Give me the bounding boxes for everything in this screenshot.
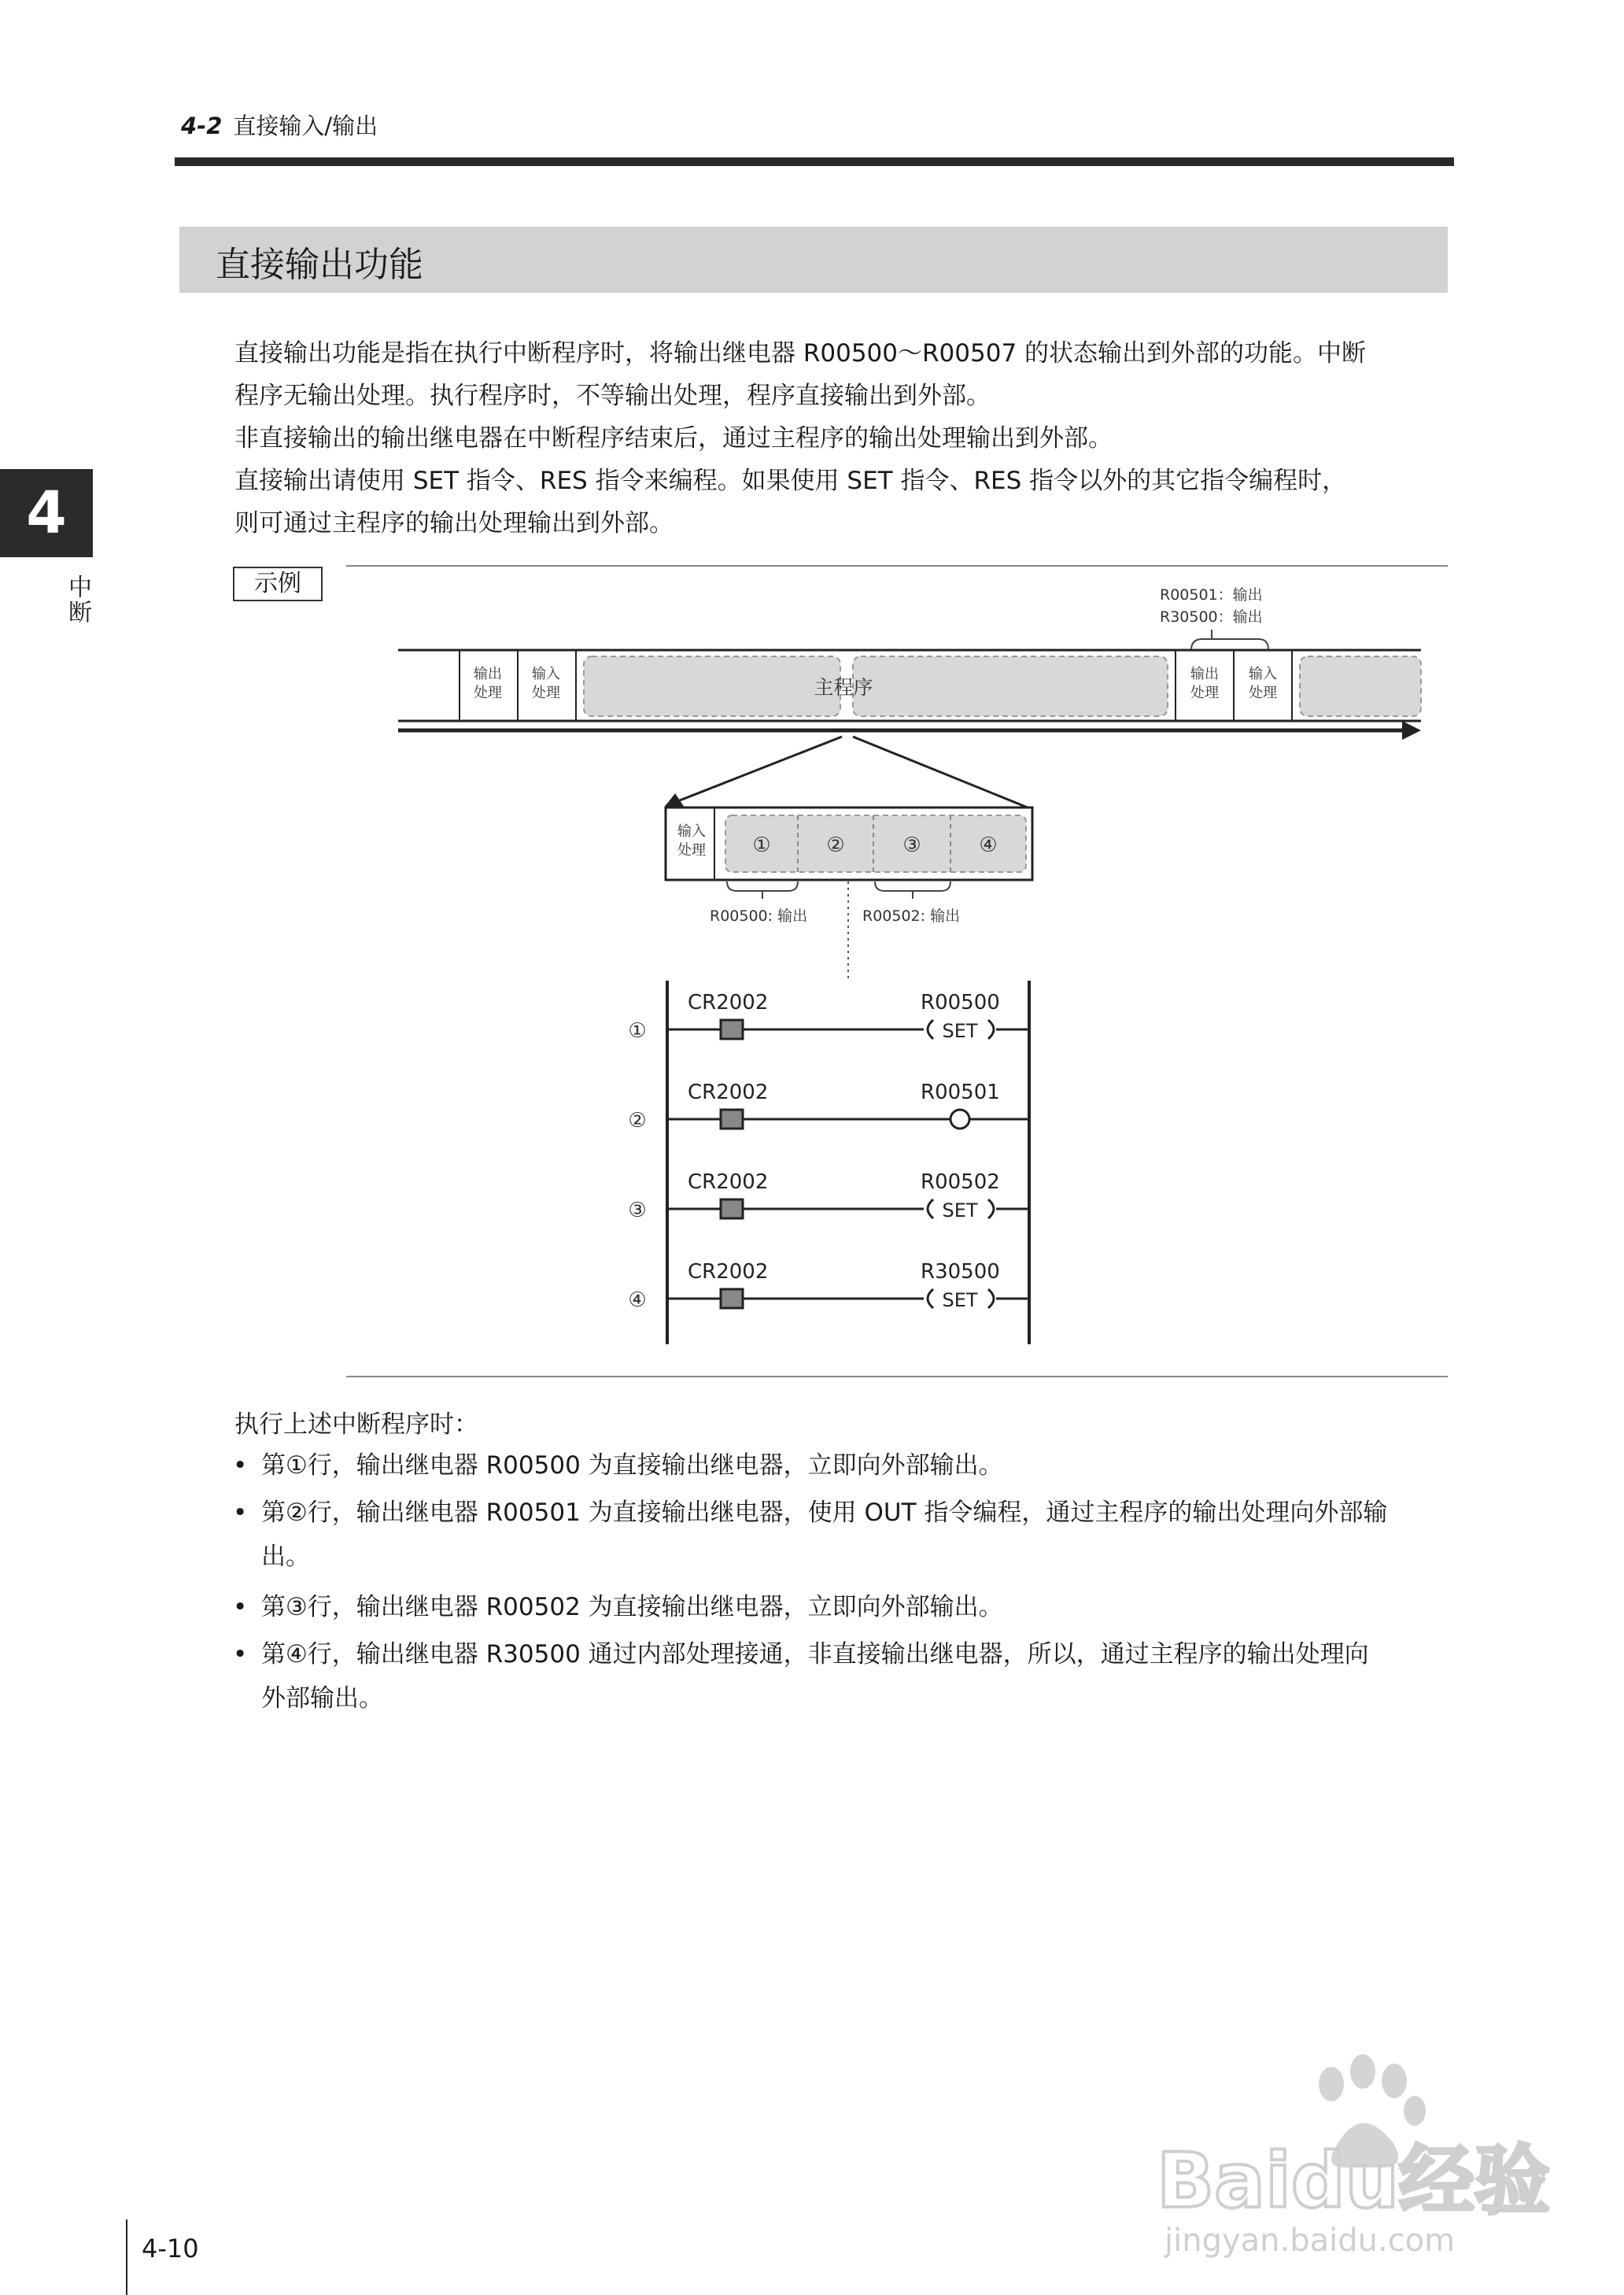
step-2: ②: [826, 833, 845, 857]
rung-2-contact-label: CR2002: [688, 1081, 769, 1104]
rung-1-contact-label: CR2002: [688, 991, 769, 1014]
bullet-dot: •: [233, 1451, 248, 1480]
rung-1-coil-left: [928, 1020, 933, 1039]
rung-2-coil: [950, 1110, 969, 1129]
time-axis-arrowhead: [1402, 721, 1421, 740]
bullet-1-line-1: 第①行，输出继电器 R00500 为直接输出继电器，立即向外部输出。: [261, 1451, 1003, 1480]
rung-2-coil-label: R00501: [921, 1081, 1000, 1104]
rung-4-set: SET: [942, 1289, 978, 1311]
cell-input-2b: 处理: [1249, 685, 1277, 701]
chapter-label: 中断: [64, 575, 91, 625]
rung-1-set: SET: [942, 1020, 978, 1042]
main-program-block: [853, 656, 1168, 716]
rung-3-coil-right: [988, 1199, 994, 1218]
watermark-brand: Baidu经验: [1157, 2137, 1550, 2225]
rung-2-contact: [721, 1110, 743, 1129]
paragraph-line-1: 直接输出功能是指在执行中断程序时，将输出继电器 R00500～R00507 的状态输出到外部的功能。中断: [234, 339, 1367, 368]
bullet-3-line-1: 第③行，输出继电器 R00502 为直接输出继电器，立即向外部输出。: [261, 1593, 1003, 1621]
cell-input-1b: 处理: [532, 685, 560, 701]
cell-output-2b: 处理: [1190, 685, 1219, 701]
step-4: ④: [979, 833, 998, 857]
paragraph-line-5: 则可通过主程序的输出处理输出到外部。: [234, 509, 674, 538]
bullet-4-line-2: 外部输出。: [261, 1684, 383, 1713]
bullet-dot: •: [233, 1640, 248, 1669]
zoom-line-right: [853, 737, 1028, 808]
rung-4-coil-right: [988, 1289, 994, 1308]
rung-4-coil-left: [928, 1289, 933, 1308]
main-program-label: 主程序: [814, 676, 873, 699]
chapter-tab: 4: [0, 469, 93, 557]
rung-4-number: ④: [628, 1288, 647, 1312]
main-program-block: [584, 656, 840, 716]
rung-1-contact: [721, 1020, 743, 1039]
interrupt-input-b: 处理: [677, 842, 706, 859]
note-r00500: R00500: 输出: [710, 907, 808, 925]
bullet-item-3: [233, 1585, 1451, 1629]
bullet-dot: •: [233, 1593, 248, 1621]
paragraph-line-4: 直接输出请使用 SET 指令、RES 指令来编程。如果使用 SET 指令、RES 指令以外的其它指令编程时，: [234, 467, 1347, 495]
note-bracket: [1191, 639, 1268, 650]
bullet-item-4: [233, 1632, 1451, 1720]
cell-output-1a: 输出: [474, 666, 502, 682]
rung-3-set: SET: [942, 1199, 978, 1221]
rung-1-number: ①: [628, 1019, 647, 1043]
baidu-watermark: [1149, 2049, 1558, 2262]
interrupt-input-a: 输入: [677, 823, 706, 840]
page-number: 4-10: [142, 2234, 199, 2264]
step-3: ③: [902, 833, 921, 857]
bullet-2-line-1: 第②行，输出继电器 R00501 为直接输出继电器，使用 OUT 指令编程，通过主程序的输出处理向外部输: [261, 1499, 1388, 1527]
main-program-block: [1300, 656, 1421, 716]
rung-4-coil-label: R30500: [921, 1260, 1000, 1284]
watermark-url: jingyan.baidu.com: [1164, 2223, 1456, 2259]
rung-4-contact-label: CR2002: [688, 1260, 769, 1284]
header-section-title: 直接输入/输出: [233, 113, 378, 139]
paragraph-line-2: 程序无输出处理。执行程序时，不等输出处理，程序直接输出到外部。: [234, 382, 991, 410]
cell-output-2a: 输出: [1190, 666, 1219, 682]
lead-text: 执行上述中断程序时：: [234, 1410, 478, 1439]
bullet-item-2: [233, 1491, 1451, 1579]
bullet-item-1: [233, 1443, 1451, 1488]
rung-2-number: ②: [628, 1109, 647, 1133]
rung-3-contact-label: CR2002: [688, 1170, 769, 1194]
zoom-line-left: [666, 737, 842, 806]
rung-3-contact: [721, 1199, 743, 1218]
paragraph-line-3: 非直接输出的输出继电器在中断程序结束后，通过主程序的输出处理输出到外部。: [234, 424, 1113, 453]
rung-1-coil-label: R00500: [921, 991, 1000, 1014]
bullet-dot: •: [233, 1499, 248, 1527]
timeline-note-2: R30500：输出: [1160, 608, 1263, 626]
rung-3-coil-left: [928, 1199, 933, 1218]
rung-3-coil-label: R00502: [921, 1170, 1000, 1194]
rung-3-number: ③: [628, 1199, 647, 1222]
note-r00502: R00502: 输出: [862, 907, 961, 925]
rung-1-coil-right: [988, 1020, 994, 1039]
example-label: 示例: [233, 567, 323, 601]
step-1: ①: [752, 833, 771, 857]
cell-input-2a: 输入: [1249, 666, 1277, 682]
section-title: 直接输出功能: [216, 245, 423, 285]
bullet-4-line-1: 第④行，输出继电器 R30500 通过内部处理接通，非直接输出继电器，所以，通过主程序的输出处理向: [261, 1640, 1369, 1669]
timeline-note-1: R00501：输出: [1160, 586, 1263, 604]
step-bracket-left: [727, 881, 798, 891]
rung-4-contact: [721, 1289, 743, 1308]
bullet-2-line-2: 出。: [261, 1543, 310, 1571]
cell-input-1a: 输入: [532, 666, 560, 682]
footer-rule: [126, 2219, 127, 2295]
cell-output-1b: 处理: [474, 685, 502, 701]
header-section-number: 4-2: [181, 113, 223, 139]
step-bracket-right: [875, 881, 950, 891]
